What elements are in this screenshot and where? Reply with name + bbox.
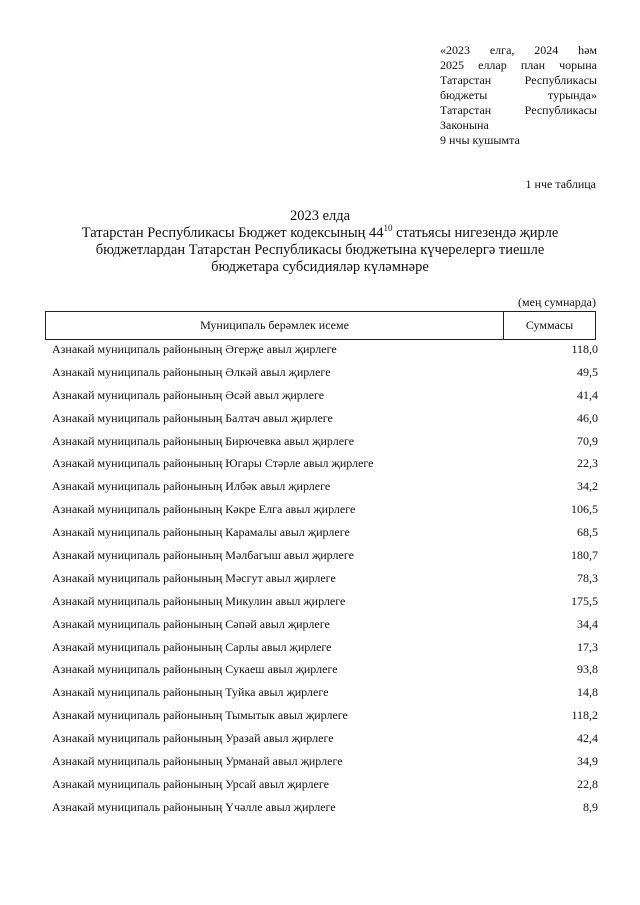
annex-line: бюджеты турында»: [440, 88, 597, 102]
table-header: [45, 311, 596, 340]
subsidy-amount: 70,9: [577, 433, 598, 448]
subsidy-amount: 118,0: [571, 342, 598, 356]
subsidy-amount: 175,5: [571, 593, 598, 608]
subsidy-amount: 68,5: [577, 525, 598, 540]
title-line-3: бюджетлардан Татарстан Республикасы бюджетына күчерелергә тиешле: [95, 242, 545, 258]
municipality-name: Азнакай муниципаль районының Сарлы авыл җирлеге: [52, 639, 332, 654]
municipality-name: Азнакай муниципаль районының Мәлбагыш авыл җирлеге: [52, 548, 354, 563]
subsidy-amount: 118,2: [571, 708, 598, 723]
municipality-name: Азнакай муниципаль районының Тымытык авыл җирлеге: [52, 708, 348, 723]
subsidy-amount: 93,8: [577, 662, 598, 677]
units-note: (мең сумнарда): [518, 295, 596, 309]
table-row: [52, 411, 598, 434]
municipality-name: Азнакай муниципаль районының Кәкре Елга авыл җирлеге: [52, 502, 356, 517]
table-row: [52, 388, 598, 411]
title-line-4: бюджетара субсидияләр күләмнәре: [211, 259, 429, 275]
municipality-name: Азнакай муниципаль районының Бирючевка авыл җирлеге: [52, 433, 355, 448]
table-number: 1 нче таблица: [525, 177, 596, 191]
title-line-2-start: Татарстан Республикасы Бюджет кодексының 44: [81, 225, 384, 241]
document-title: [60, 208, 580, 276]
municipality-name: Азнакай муниципаль районының Әгерҗе авыл җирлеге: [52, 342, 337, 356]
annex-line: Татарстан Республикасы: [440, 103, 597, 117]
subsidy-amount: 41,4: [577, 387, 598, 402]
annex-line: Татарстан Республикасы: [440, 73, 597, 87]
table-row: [52, 800, 598, 823]
municipality-name: Азнакай муниципаль районының Үчәлле авыл җирлеге: [52, 799, 336, 814]
table-row: [52, 685, 598, 708]
annex-line: 9 нчы кушымта: [440, 133, 520, 147]
header-sum: Суммасы: [525, 318, 574, 332]
subsidy-amount: 8,9: [583, 799, 598, 814]
subsidy-amount: 42,4: [577, 731, 598, 746]
table-row: [52, 548, 598, 571]
subsidy-amount: 34,9: [577, 754, 598, 769]
table-row: [52, 525, 598, 548]
title-year-line: 2023 елда: [289, 208, 351, 224]
table-row: [52, 708, 598, 731]
annex-line: 2025 еллар план чорына: [440, 58, 597, 72]
municipality-name: Азнакай муниципаль районының Уразай авыл җирлеге: [52, 731, 334, 746]
subsidy-amount: 49,5: [577, 364, 598, 379]
table-row: [52, 777, 598, 800]
title-line-2: [60, 225, 580, 242]
municipality-name: Азнакай муниципаль районының Карамалы авыл җирлеге: [52, 525, 350, 540]
municipality-name: Азнакай муниципаль районының Мәсгут авыл җирлеге: [52, 570, 336, 585]
municipality-name: Азнакай муниципаль районының Микулин авыл җирлеге: [52, 593, 346, 608]
header-municipality-name: Муниципаль берәмлек исеме: [46, 312, 504, 339]
table-row: [52, 479, 598, 502]
subsidy-amount: 22,3: [577, 456, 598, 471]
subsidy-amount: 17,3: [577, 639, 598, 654]
municipality-name: Азнакай муниципаль районының Урманай авыл җирлеге: [52, 754, 343, 769]
table-row: [52, 571, 598, 594]
subsidy-amount: 78,3: [577, 570, 598, 585]
municipality-name: Азнакай муниципаль районының Югары Стәрле авыл җирлеге: [52, 456, 374, 471]
municipality-name: Азнакай муниципаль районының Туйка авыл җирлеге: [52, 685, 329, 700]
annex-reference: [440, 43, 597, 148]
annex-line: «2023 елга, 2024 һәм: [440, 43, 597, 57]
subsidy-amount: 46,0: [577, 410, 598, 425]
subsidy-amount: 14,8: [577, 685, 598, 700]
municipality-name: Азнакай муниципаль районының Сәпәй авыл җирлеге: [52, 616, 330, 631]
municipality-name: Азнакай муниципаль районының Әсәй авыл җирлеге: [52, 387, 325, 402]
subsidy-amount: 34,4: [577, 616, 598, 631]
table-row: [52, 456, 598, 479]
title-line-2-end: статьясы нигезендә җирле: [392, 225, 559, 241]
table-row: [52, 594, 598, 617]
table-row: [52, 502, 598, 525]
subsidy-amount: 180,7: [571, 548, 598, 563]
table-row: [52, 662, 598, 685]
municipality-name: Азнакай муниципаль районының Әлкәй авыл җирлеге: [52, 364, 331, 379]
annex-line: Законына: [440, 118, 489, 132]
subsidy-amount: 22,8: [577, 776, 598, 791]
subsidy-amount: 106,5: [571, 502, 598, 517]
municipality-name: Азнакай муниципаль районының Сукаеш авыл җирлеге: [52, 662, 338, 677]
table-row: [52, 731, 598, 754]
table-row: [52, 640, 598, 663]
table-body: [52, 342, 598, 823]
table-row: [52, 342, 598, 365]
table-row: [52, 434, 598, 457]
table-row: [52, 617, 598, 640]
title-superscript: 10: [383, 223, 393, 233]
subsidy-amount: 34,2: [577, 479, 598, 494]
table-row: [52, 754, 598, 777]
municipality-name: Азнакай муниципаль районының Балтач авыл җирлеге: [52, 410, 333, 425]
table-row: [52, 365, 598, 388]
municipality-name: Азнакай муниципаль районының Илбәк авыл җирлеге: [52, 479, 331, 494]
municipality-name: Азнакай муниципаль районының Урсай авыл җирлеге: [52, 776, 329, 791]
